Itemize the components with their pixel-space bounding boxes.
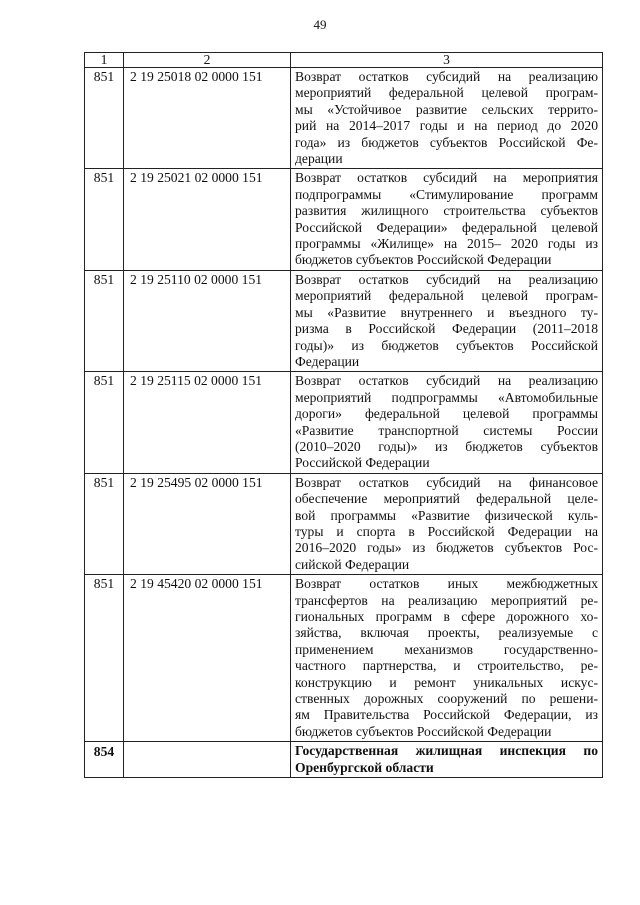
- description-line: Оренбургской области: [295, 759, 434, 775]
- description-line: (2010–2020 годы)» из бюджетов субъектов: [295, 438, 598, 454]
- budget-code-cell: 2 19 45420 02 0000 151: [124, 575, 291, 742]
- column-number-3: 3: [291, 53, 603, 68]
- budget-code-cell: 2 19 25110 02 0000 151: [124, 270, 291, 371]
- table-row: [85, 372, 603, 473]
- description-line: годы)» из бюджетов субъектов Российской: [295, 337, 598, 353]
- budget-code-cell: [124, 742, 291, 778]
- description-line: обеспечение мероприятий федеральной целе-: [295, 491, 598, 507]
- description-line: Государственная жилищная инспекция по: [295, 743, 598, 759]
- table-row: [85, 270, 603, 371]
- table-row: [85, 473, 603, 574]
- description-line: конструкцию и ремонт уникальных искус-: [295, 674, 598, 690]
- administrator-code-cell: 851: [85, 372, 124, 473]
- description-line: бюджетов субъектов Российской Федерации: [295, 252, 552, 268]
- description-line: туры и спорта в Российской Федерации на: [295, 523, 598, 539]
- description-line: ственных дорожных сооружений по решени-: [295, 691, 598, 707]
- description-cell: [291, 169, 603, 270]
- description-line: применением механизмов государственно-: [295, 641, 598, 657]
- description-line: мы «Устойчивое развитие сельских террито-: [295, 101, 598, 117]
- administrator-code-cell: 851: [85, 575, 124, 742]
- administrator-code-cell: 851: [85, 68, 124, 169]
- description-line: ризма в Российской Федерации (2011–2018: [295, 321, 598, 337]
- description-cell: [291, 68, 603, 169]
- description-line: года» из бюджетов субъектов Российской Фе-: [295, 134, 598, 150]
- description-line: Возврат остатков субсидий на мероприятия: [295, 170, 598, 186]
- description-line: частного партнерства, и строительство, ре-: [295, 658, 598, 674]
- description-line: ям Правительства Российской Федерации, из: [295, 707, 598, 723]
- description-line: Возврат остатков субсидий на реализацию: [295, 373, 598, 389]
- table-row: [85, 742, 603, 778]
- description-cell: [291, 372, 603, 473]
- administrator-code-cell: 851: [85, 473, 124, 574]
- description-line: Возврат остатков субсидий на реализацию: [295, 69, 598, 84]
- page-number: 49: [313, 17, 327, 32]
- administrator-code-cell: 851: [85, 169, 124, 270]
- table-row: [85, 575, 603, 742]
- description-line: «Развитие транспортной системы России: [295, 422, 598, 438]
- description-line: Российской Федерации» федеральной целевой: [295, 219, 598, 235]
- table-row: [85, 68, 603, 169]
- description-line: Федерации: [295, 353, 360, 369]
- column-number-2: 2: [124, 53, 291, 68]
- description-line: дороги» федеральной целевой программы: [295, 406, 598, 422]
- description-cell: [291, 270, 603, 371]
- description-line: подпрограммы «Стимулирование программ: [295, 186, 598, 202]
- description-line: Возврат остатков субсидий на финансовое: [295, 474, 598, 490]
- description-line: рий на 2014–2017 годы и на период до 2020: [295, 118, 598, 134]
- description-line: гиональных программ в сфере дорожного хо-: [295, 609, 598, 624]
- column-number-row: [85, 53, 603, 68]
- budget-classification-table: [84, 52, 603, 778]
- description-line: мероприятий подпрограммы «Автомобильные: [295, 389, 598, 405]
- table-row: [85, 169, 603, 270]
- description-line: зяйства, включая проекты, реализуемые с: [295, 625, 598, 641]
- administrator-code-cell: 854: [85, 742, 124, 778]
- description-line: мероприятий федеральной целевой програм-: [295, 288, 598, 304]
- description-line: развития жилищного строительства субъектов: [295, 203, 598, 219]
- description-line: мероприятий федеральной целевой програм-: [295, 85, 598, 101]
- description-line: трансфертов на реализацию мероприятий ре-: [295, 592, 598, 608]
- description-line: мы «Развитие внутреннего и въездного ту-: [295, 304, 598, 320]
- budget-code-cell: 2 19 25495 02 0000 151: [124, 473, 291, 574]
- description-line: бюджетов субъектов Российской Федерации: [295, 723, 552, 739]
- description-line: Возврат остатков иных межбюджетных: [295, 576, 598, 592]
- budget-code-cell: 2 19 25018 02 0000 151: [124, 68, 291, 169]
- description-line: вой программы «Развитие физической куль-: [295, 507, 598, 523]
- column-number-1: 1: [85, 53, 124, 68]
- description-line: программы «Жилище» на 2015– 2020 годы из: [295, 236, 598, 252]
- description-cell: [291, 575, 603, 742]
- description-cell: [291, 742, 603, 778]
- description-line: Российской Федерации: [295, 455, 430, 471]
- budget-code-cell: 2 19 25115 02 0000 151: [124, 372, 291, 473]
- administrator-code-cell: 851: [85, 270, 124, 371]
- budget-code-cell: 2 19 25021 02 0000 151: [124, 169, 291, 270]
- description-line: дерации: [295, 151, 343, 167]
- description-line: 2016–2020 годы» из бюджетов субъектов Рос-: [295, 540, 598, 556]
- description-line: Возврат остатков субсидий на реализацию: [295, 271, 598, 287]
- description-cell: [291, 473, 603, 574]
- description-line: сийской Федерации: [295, 556, 410, 572]
